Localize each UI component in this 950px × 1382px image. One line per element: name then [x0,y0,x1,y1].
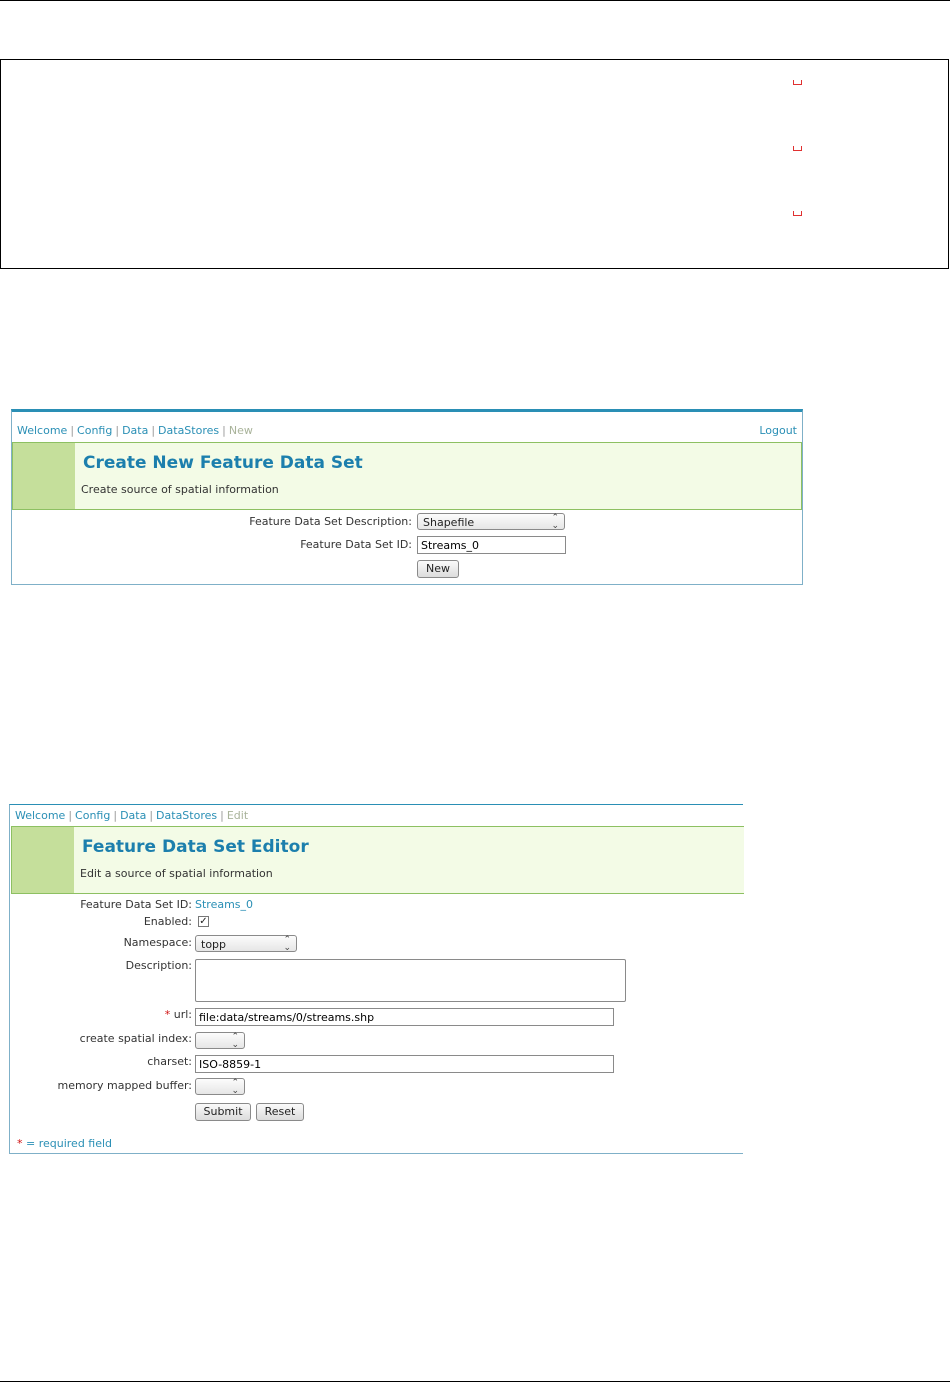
create-feature-data-set-screenshot [11,409,803,585]
logout-link[interactable]: Logout [759,424,797,437]
new-button[interactable]: New [417,560,459,578]
header-swatch [13,443,75,509]
page-header [11,826,744,894]
url-label [165,1008,192,1021]
memory-mapped-label: memory mapped buffer: [57,1079,192,1092]
nav-config[interactable]: Config [77,424,113,437]
nav-welcome[interactable]: Welcome [15,809,66,822]
page-subtitle: Edit a source of spatial information [80,867,273,880]
namespace-label: Namespace: [123,936,192,949]
enabled-label: Enabled: [143,915,192,928]
required-marker: * [164,1008,171,1021]
page-title: Create New Feature Data Set [83,453,363,473]
nav-data[interactable]: Data [122,424,149,437]
submit-button[interactable]: Submit [195,1103,251,1121]
breadcrumb: Welcome | Config | Data | DataStores | Edit [15,809,249,822]
nav-datastores[interactable]: DataStores [158,424,220,437]
line-break-mark [793,146,802,151]
reset-button[interactable]: Reset [256,1103,304,1121]
url-label-text: url: [173,1008,192,1021]
line-break-mark [793,80,802,85]
nav-data[interactable]: Data [120,809,147,822]
nav-datastores[interactable]: DataStores [156,809,218,822]
nav-config[interactable]: Config [75,809,111,822]
line-break-mark [793,211,802,216]
code-listing-box [0,59,949,269]
page-subtitle: Create source of spatial information [81,483,279,496]
id-value: Streams_0 [195,898,254,911]
description-textarea[interactable] [195,959,626,1002]
namespace-select[interactable] [195,935,297,952]
required-field-text: = required field [26,1137,113,1150]
page-title: Feature Data Set Editor [82,837,309,857]
description-label: Feature Data Set Description: [249,515,412,528]
required-marker: * [17,1137,23,1150]
nav-current: Edit [226,809,249,822]
charset-input[interactable] [195,1055,614,1073]
description-select-value: Shapefile [423,516,475,529]
memory-mapped-select[interactable] [195,1078,245,1095]
page-header [12,442,802,510]
url-input[interactable] [195,1008,614,1026]
required-field-note [17,1137,112,1150]
select-arrows-icon: ⌃ ⌄ [283,934,291,953]
page-top-rule [0,0,950,1]
breadcrumb: Welcome | Config | Data | DataStores | New Logout [12,422,802,440]
charset-label: charset: [147,1055,192,1068]
nav-welcome[interactable]: Welcome [17,424,68,437]
select-arrows-icon: ⌃ ⌄ [231,1077,239,1096]
id-input[interactable] [417,536,566,554]
enabled-checkbox[interactable]: ✓ [199,916,208,927]
nav-current: New [228,424,253,437]
id-label: Feature Data Set ID: [300,538,412,551]
feature-data-set-editor-screenshot [9,804,743,1154]
spatial-index-select[interactable] [195,1032,245,1049]
namespace-select-value: topp [201,938,227,951]
id-label: Feature Data Set ID: [80,898,192,911]
description-select[interactable] [417,513,565,530]
header-swatch [12,827,74,893]
spatial-index-label: create spatial index: [79,1032,192,1045]
select-arrows-icon: ⌃ ⌄ [551,512,559,531]
select-arrows-icon: ⌃ ⌄ [231,1031,239,1050]
description-label: Description: [125,959,192,972]
